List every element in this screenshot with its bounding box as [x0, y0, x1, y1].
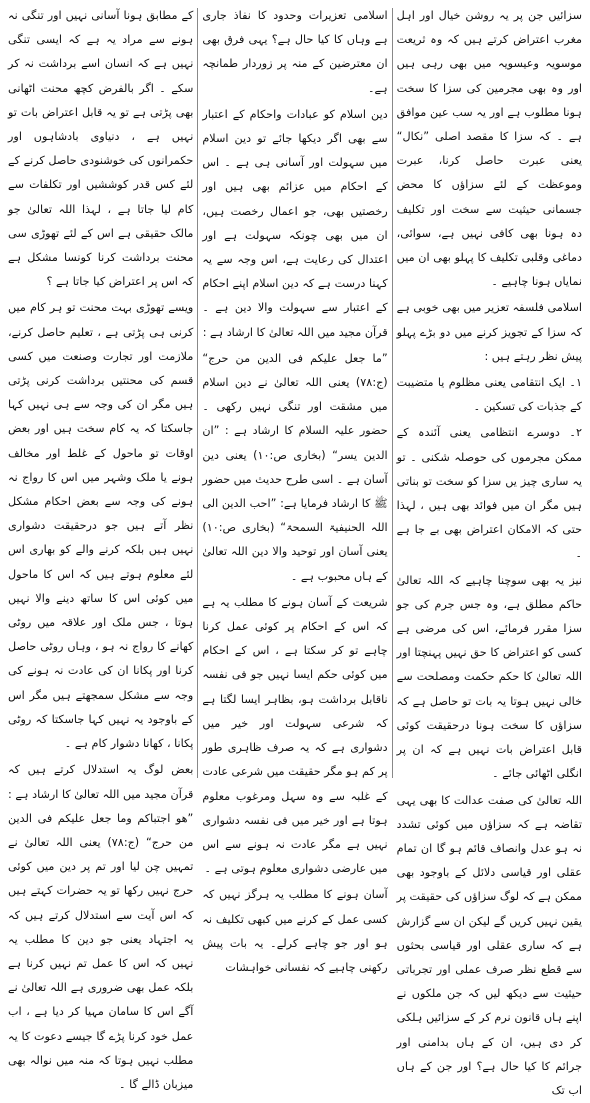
paragraph: نیز یہ بھی سوچنا چاہیے کہ اللہ تعالیٰ حاکم مطلق ہے، وہ جس جرم کی جو سزا مقرر فرمائے، اس کی مرضی ہے کسی کو اعتراض کا حق نہیں پہنچتا اور اللہ تعالیٰ کا حکم حکمت ومصلحت سے خالی نہیں ہوتا یہ بات تو حاصل ہے کہ سزاؤں کا سخت ہونا درحقیقت کوئی قابل اعتراض بات نہیں ہے کہ ان پر انگلی اٹھائی جائے ۔: [397, 569, 582, 787]
text-column-left: [4, 4, 197, 784]
paragraph: دین اسلام کو عبادات واحکام کے اعتبار سے بھی اگر دیکھا جائے تو دین اسلام میں سہولت اور آسانی ہی ہے ۔ اس کے احکام میں عزائم بھی ہیں اور رخصتیں بھی، جو اعمال رخصت ہیں، ان میں بھی چونکہ سہولت ہے اور اعتدال کی رعایت ہے، اس وجہ سے یہ کہنا درست ہے کہ دین اسلام اپنے احکام کے اعتبار سے سہولت والا دین ہے ۔ قرآن مجید میں اللہ تعالیٰ کا ارشاد ہے :: [202, 103, 387, 345]
paragraph: ۲۔ دوسرے انتظامی یعنی آئندہ کے ممکن مجرموں کی حوصلہ شکنی ۔ تو یہ ساری چیز یں سزا کو سخت تو بناتی ہیں مگر ان میں فوائد بھی ہیں ، لہذا حتی کہ الامکان اعتراض بھی بے جا ہے ۔: [397, 421, 582, 566]
paragraph: اسلامی فلسفہ تعزیر میں بھی خوبی ہے کہ سزا کے تجویز کرنے میں دو بڑے پہلو پیش نظر رہتے ہیں :: [397, 296, 582, 369]
paragraph: شریعت کے آسان ہونے کا مطلب یہ ہے کہ اس کے احکام پر کوئی عمل کرنا چاہے تو کر سکتا ہے ، اس کے احکام میں کوئی حکم ایسا نہیں جو فی نفسہ ناقابل برداشت ہو، بظاہر ایسا لگتا ہے کہ شرعی سہولت اور خیر میں دشواری ہے کہ یہ صرف ظاہری طور پر کم ہو مگر حقیقت میں شرعی عادت کے غلبہ سے وہ سہل ومرغوب معلوم ہوتا ہے اور خیر میں فی نفسہ دشواری نہیں ہے مگر عادت نہ ہونے سے اس میں عارضی دشواری معلوم ہوتی ہے ۔: [202, 591, 387, 881]
paragraph: ”ما جعل علیکم فی الدین من حرج“ (ج:۷۸) یعنی اللہ تعالیٰ نے دین اسلام میں مشقت اور تنگی نہیں رکھی ۔ حضور علیہ السلام کا ارشاد ہے : ”ان الدین یسر“ (بخاری ص:۱۰) یعنی دین آسان ہے ۔ اسی طرح حدیث میں حضور ﷺ کا ارشاد فرمایا ہے: ”احب الدین الی اللہ الحنیفیۃ السمحۃ“ (بخاری ص:۱۰) یعنی آسان اور توحید والا دین اللہ تعالیٰ کے ہاں محبوب ہے ۔: [202, 347, 387, 589]
paragraph: اللہ تعالیٰ کی صفت عدالت کا بھی یہی تقاضہ ہے کہ سزاؤں میں کوئی تشدد نہ ہو عدل وانصاف قائم ہو گا ان تمام عقلی اور قیاسی دلائل کے باوجود بھی ممکن ہے کہ لوگ سزاؤں کی حقیقت پر یقین نہیں کریں گے لیکن ان سے گزارش ہے کہ ساری عقلی اور قیاسی بحثوں سے قطع نظر صرف عملی اور تجرباتی حیثیت سے دیکھ لیں کہ جن ملکوں نے اپنے ہاں قانون نرم کر کے سزائیں ہلکی کر دی ہیں، ان کے ہاں بدامنی اور جرائم کا کیا حال ہے؟ اور جن کے ہاں اب تک: [397, 789, 582, 1103]
paragraph: اسلامی تعزیرات وحدود کا نفاذ جاری ہے وہاں کا کیا حال ہے؟ یہی فرق بھی ان معترضین کے منہ پر زوردار طمانچہ ہے۔: [202, 4, 387, 101]
paragraph: آسان ہونے کا مطلب یہ ہرگز نہیں کہ کسی عمل کے کرنے میں کبھی تکلیف نہ ہو اور جو چاہے کرلے۔ یہ بات پیش رکھنی چاہیے کہ نفسانی خواہشات: [202, 883, 387, 980]
paragraph: ۱۔ ایک انتقامی یعنی مظلوم یا متضیبت کے جذبات کی تسکین ۔: [397, 371, 582, 419]
paragraph: کے مطابق ہونا آسانی نہیں اور تنگی نہ ہونے سے مراد یہ ہے کہ ایسی تنگی نہیں ہے کہ انسان اسے برداشت نہ کر سکے ۔ اگر بالفرض کچھ محنت اٹھانی بھی پڑتی ہے تو یہ قابل اعتراض بات تو نہیں ہے ، دنیاوی بادشاہوں اور حکمرانوں کی خوشنودی حاصل کرنے کے لئے کس قدر کوششیں اور تکلفات سے کام لیا جاتا ہے ، لہذا اللہ تعالیٰ جو مالک حقیقی ہے اس کے لئے تھوڑی سی محنت برداشت کرنا کونسا مشکل ہے کہ اس پر اعتراض کیا جاتا ہے ؟: [8, 4, 193, 294]
text-column-middle: [198, 4, 391, 784]
text-column-right: [393, 4, 586, 784]
paragraph: بعض لوگ یہ استدلال کرتے ہیں کہ قرآن مجید میں اللہ تعالیٰ کا ارشاد ہے : ”ھو اجتباکم وما جعل علیکم فی الدین من حرج“ (ج:۷۸) یعنی اللہ تعالیٰ نے تمہیں چن لیا اور تم پر دین میں کوئی حرج نہیں رکھا تو یہ حضرات کہتے ہیں کہ اس آیت سے استدلال کرتے ہیں کہ یہ اجتہاد یعنی جو دین کا مطلب یہ نہیں کہ اس کا عمل تم نہیں کرنا ہے بلکہ عمل بھی ضروری ہے اللہ تعالیٰ نے آگے اس کا سامان مہیا کر دیا ہے ، اب عمل خود کرنا پڑے گا جیسے دعوت کا یہ مطلب نہیں ہوتا کہ منہ میں نوالہ بھی میزبان ڈالے گا ۔: [8, 758, 193, 1097]
paragraph: ویسے تھوڑی بہت محنت تو ہر کام میں کرنی ہی پڑتی ہے ، تعلیم حاصل کرنے، ملازمت اور تجارت وصنعت میں کسی قسم کی محنتیں برداشت کرنی پڑتی ہیں مگر ان کی وجہ سے ہی نہیں کہا جاسکتا کہ یہ کام سخت ہیں اور بعض اوقات تو ماحول کے غلط اور مخالف ہونے یا ملک وشہر میں اس کا رواج نہ ہونے کی وجہ سے بعض احکام مشکل نظر آتے ہیں جو درحقیقت دشواری نہیں ہیں بلکہ کرنے والے کو بھاری اس لئے معلوم ہوتے ہیں کہ اس کا ماحول میں کوئی اس کا ساتھ دینے والا نہیں ہوتا ، جس ملک اور علاقہ میں روٹی کھانے کا رواج نہ ہو ، وہاں روٹی حاصل کرنا اور پکانا ان کی عادت نہ ہونے کی وجہ سے مشکل سمجھتے ہیں مگر اس کے باوجود یہ نہیں کہا جاسکتا کہ روٹی پکانا ، کھانا دشوار کام ہے ۔: [8, 296, 193, 756]
paragraph: سزائیں جن پر یہ روشن خیال اور اہل مغرب اعتراض کرتے ہیں کہ وہ ثریعت موسویہ وعیسویہ میں بھی رہی ہیں اور وہ بھی مجرمین کی سزا کا سخت ہونا مطلوب ہے اور یہ سب عین موافق ہے ۔ کہ سزا کا مقصد اصلی ”نکال“ یعنی عبرت حاصل کرنا، عبرت وموعظت کے لئے سزاؤں کا محض جسمانی حیثیت سے سخت اور تکلیف دہ ہونا بھی کافی نہیں ہے، سوائی، دماغی وقلبی تکلیف کا پہلو بھی ان میں نمایاں ہونا چاہیے ۔: [397, 4, 582, 294]
